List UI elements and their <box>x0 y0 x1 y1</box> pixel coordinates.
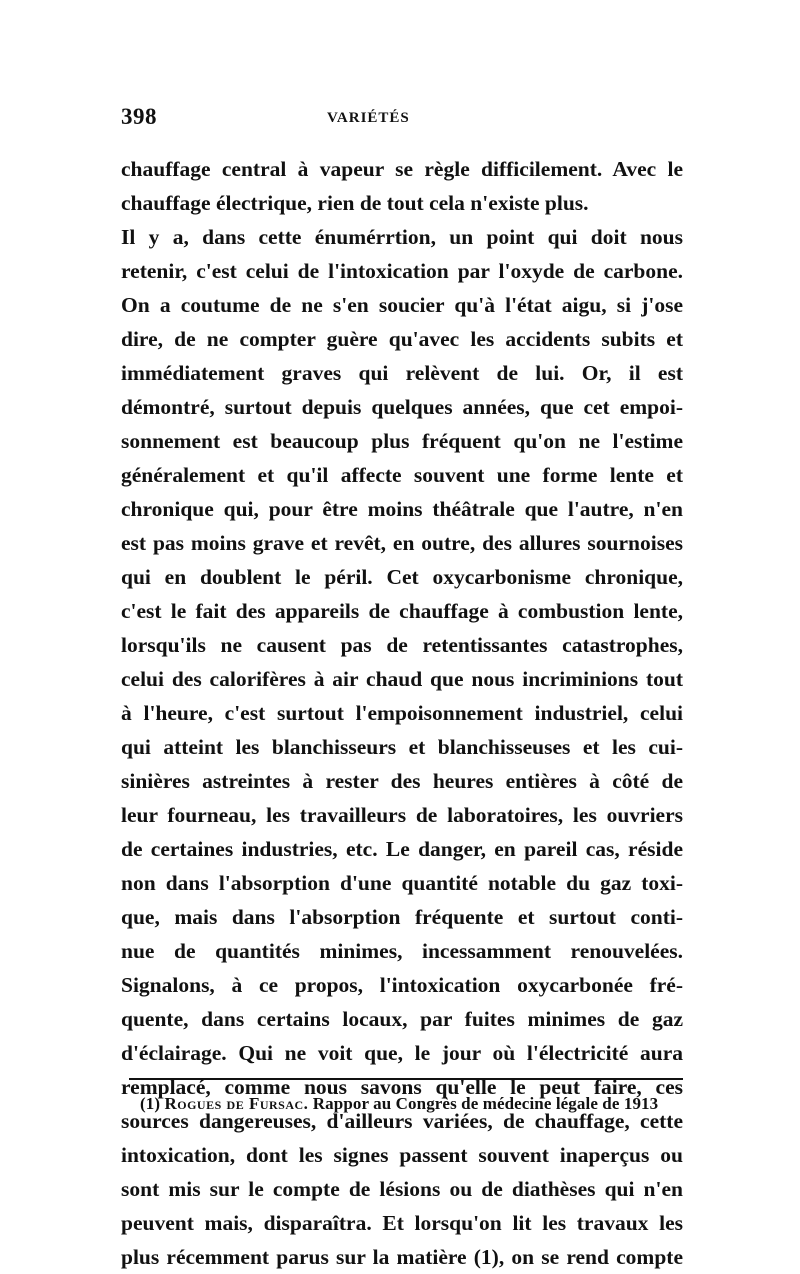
text-line: à l'heure, c'est surtout l'empoisonnement industriel, celui <box>121 701 683 725</box>
text-line: remplacé, comme nous savons qu'elle le peut faire, ces <box>121 1075 683 1099</box>
footnote-author: Rogues de Fursac. <box>164 1094 309 1113</box>
text-line: qui en doublent le péril. Cet oxycarbonisme chronique, <box>121 565 683 589</box>
text-line: plus récemment parus sur la matière (1), on se rend compte <box>121 1245 683 1269</box>
text-line: est pas moins grave et revêt, en outre, des allures sournoises <box>121 531 683 555</box>
text-line: c'est le fait des appareils de chauffage à combustion lente, <box>121 599 683 623</box>
text-line: que, mais dans l'absorption fréquente et surtout conti- <box>121 905 683 929</box>
text-line: sinières astreintes à rester des heures entières à côté de <box>121 769 683 793</box>
text-line: généralement et qu'il affecte souvent une forme lente et <box>121 463 683 487</box>
text-line: non dans l'absorption d'une quantité notable du gaz toxi- <box>121 871 683 895</box>
text-line: quente, dans certains locaux, par fuites minimes de gaz <box>121 1007 683 1031</box>
text-line: sonnement est beaucoup plus fréquent qu'on ne l'estime <box>121 429 683 453</box>
text-line: Il y a, dans cette énumérrtion, un point qui doit nous <box>121 225 683 249</box>
text-line: sources dangereuses, d'ailleurs variées, de chauffage, cette <box>121 1109 683 1133</box>
text-line: leur fourneau, les travailleurs de laboratoires, les ouvriers <box>121 803 683 827</box>
footnote <box>140 1094 685 1114</box>
text-line: lorsqu'ils ne causent pas de retentissantes catastrophes, <box>121 633 683 657</box>
text-line: immédiatement graves qui relèvent de lui. Or, il est <box>121 361 683 385</box>
page-number: 398 <box>121 104 157 129</box>
text-line: retenir, c'est celui de l'intoxication par l'oxyde de carbone. <box>121 259 683 283</box>
page-header <box>121 104 681 134</box>
running-title: VARIÉTÉS <box>327 110 410 126</box>
text-line: intoxication, dont les signes passent souvent inaperçus ou <box>121 1143 683 1167</box>
text-line: qui atteint les blanchisseurs et blanchisseuses et les cui- <box>121 735 683 759</box>
text-line: On a coutume de ne s'en soucier qu'à l'état aigu, si j'ose <box>121 293 683 317</box>
text-line: dire, de ne compter guère qu'avec les accidents subits et <box>121 327 683 351</box>
text-line: peuvent mais, disparaîtra. Et lorsqu'on lit les travaux les <box>121 1211 683 1235</box>
text-line: celui des calorifères à air chaud que nous incriminions tout <box>121 667 683 691</box>
text-line: chronique qui, pour être moins théâtrale que l'autre, n'en <box>121 497 683 521</box>
text-line: chauffage central à vapeur se règle difficilement. Avec le <box>121 157 683 181</box>
text-line: sont mis sur le compte de lésions ou de diathèses qui n'en <box>121 1177 683 1201</box>
text-line: chauffage électrique, rien de tout cela n'existe plus. <box>121 191 589 215</box>
text-line: d'éclairage. Qui ne voit que, le jour où l'électricité aura <box>121 1041 683 1065</box>
text-line: Signalons, à ce propos, l'intoxication oxycarbonée fré- <box>121 973 683 997</box>
footnote-marker: (1) <box>140 1094 161 1113</box>
footnote-separator <box>129 1078 683 1080</box>
text-line: nue de quantités minimes, incessamment renouvelées. <box>121 939 683 963</box>
text-line: de certaines industries, etc. Le danger, en pareil cas, réside <box>121 837 683 861</box>
footnote-text: Rappor au Congrès de médecine légale de 1913 <box>312 1094 659 1113</box>
text-line: démontré, surtout depuis quelques années, que cet empoi- <box>121 395 683 419</box>
